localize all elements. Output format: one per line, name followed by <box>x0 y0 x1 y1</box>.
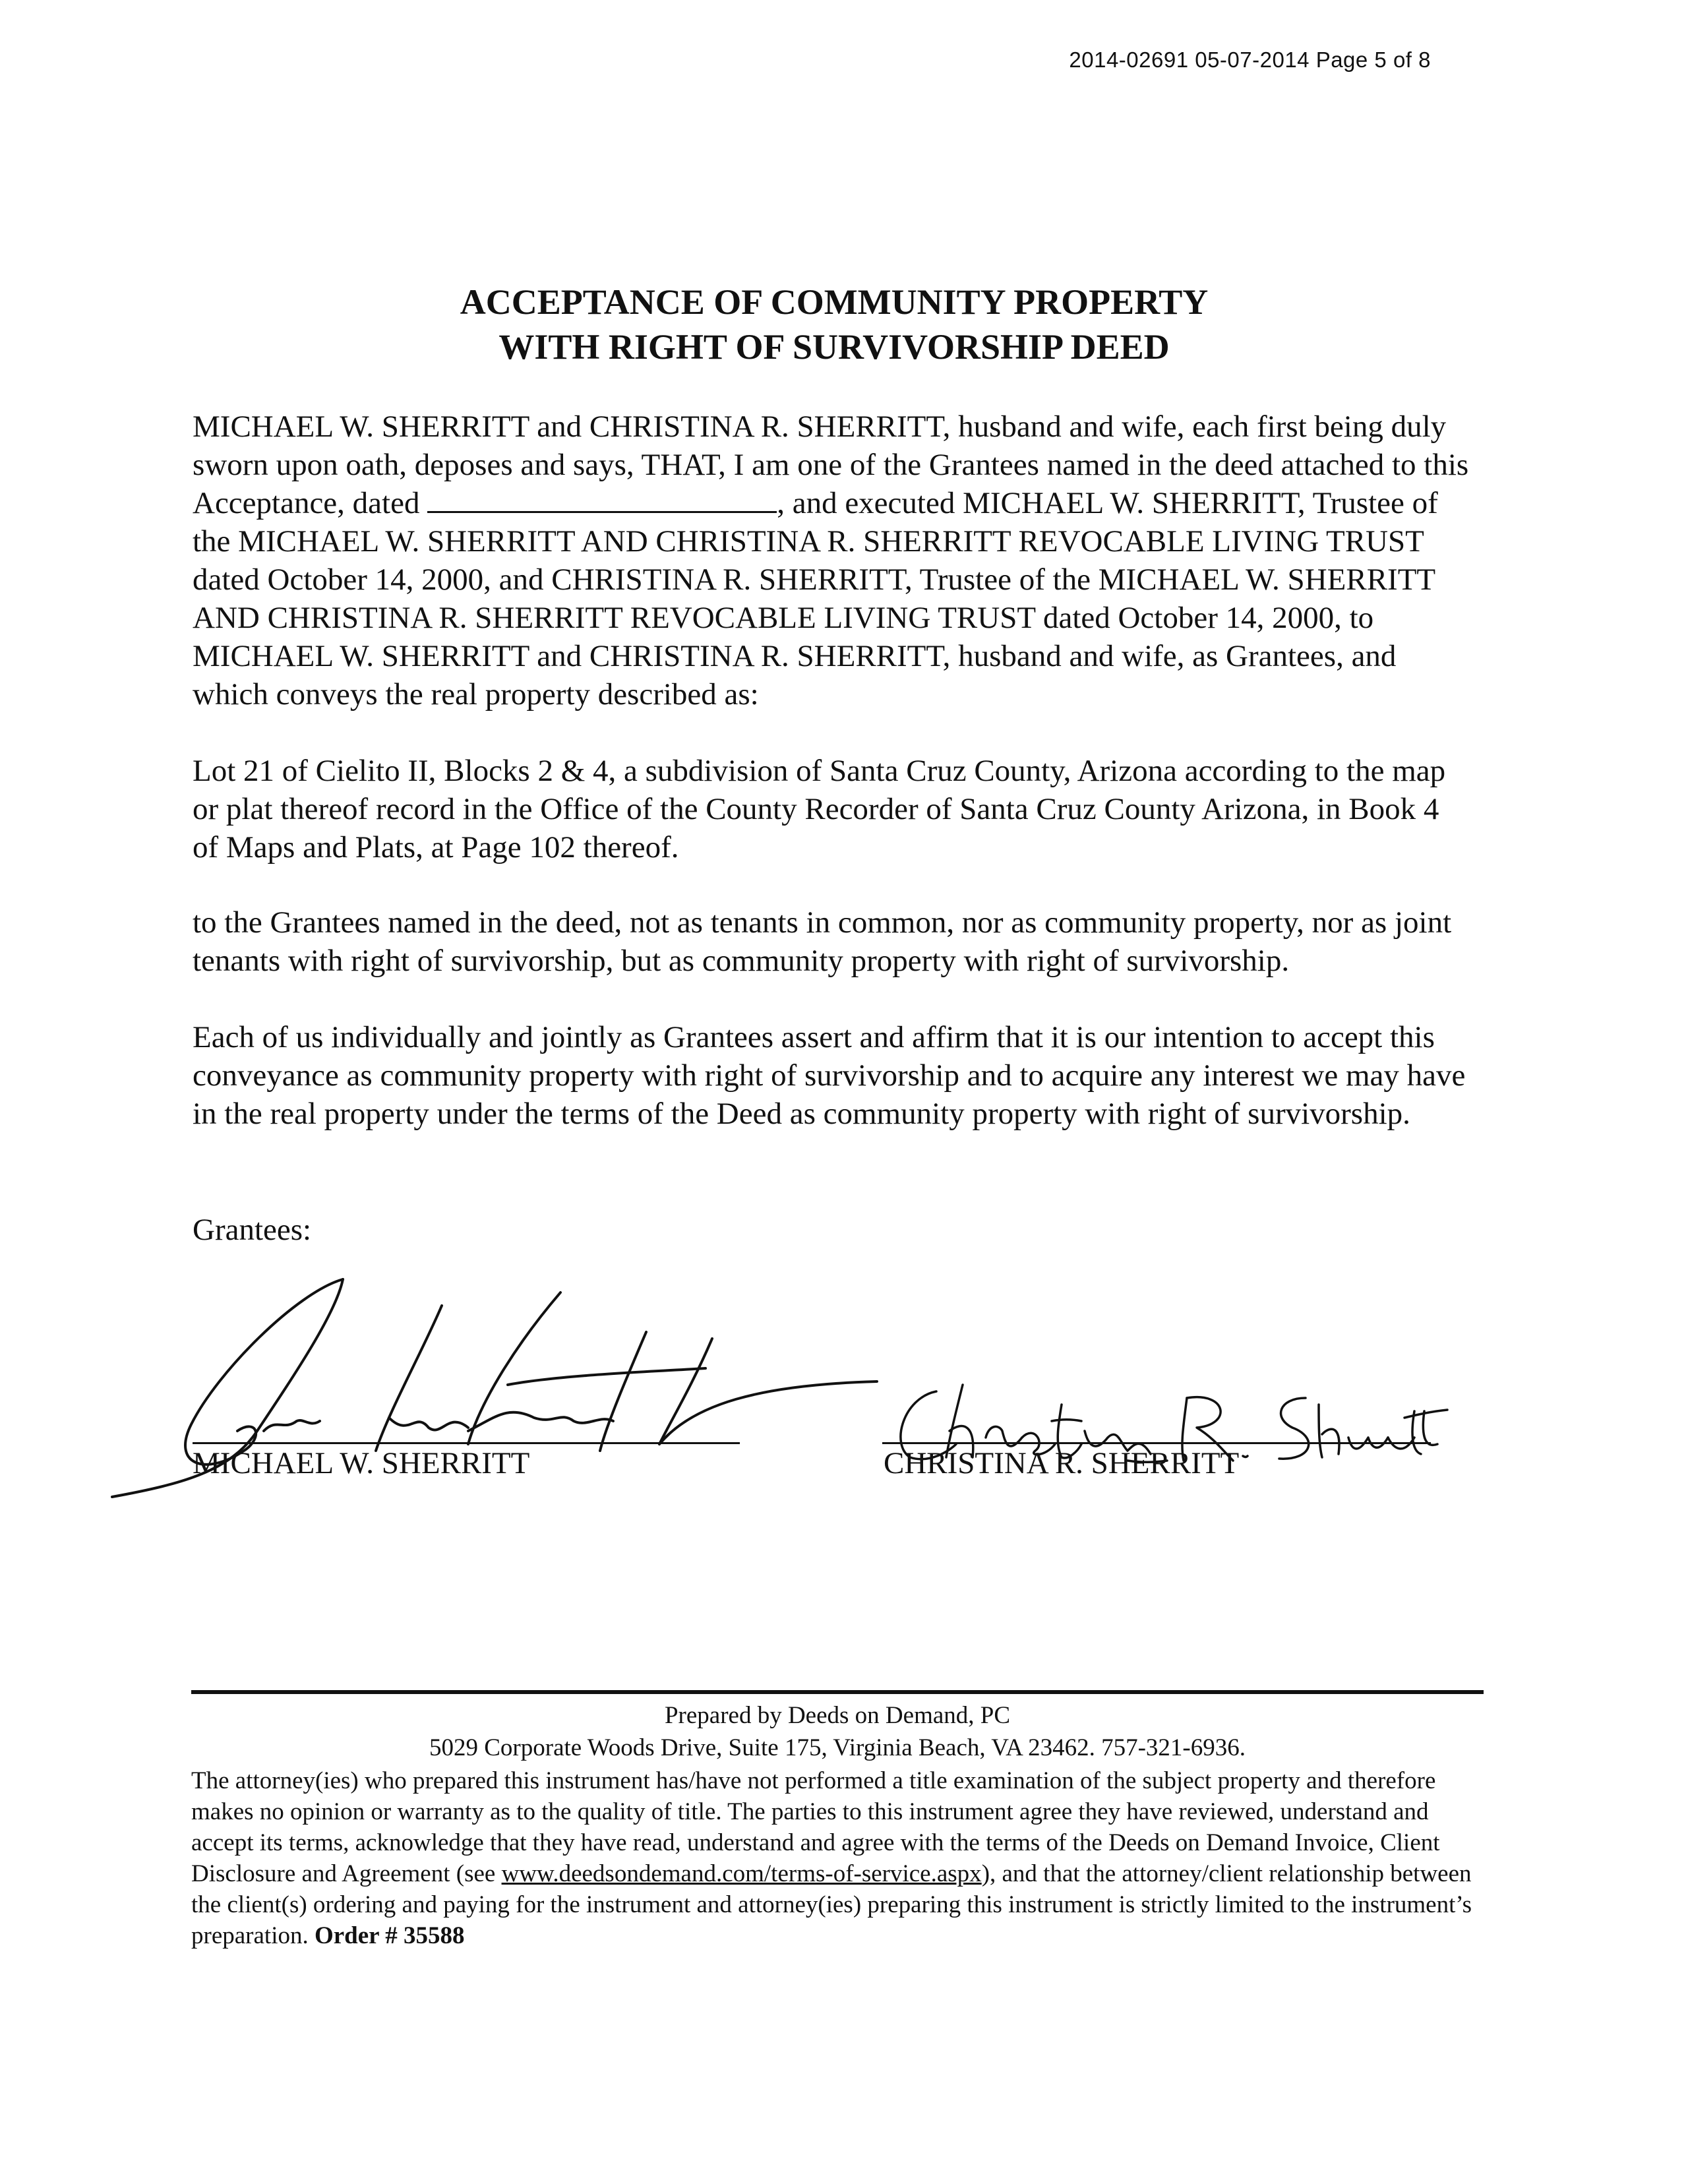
document-title <box>0 280 1668 369</box>
signer-name-michael: MICHAEL W. SHERRITT <box>193 1446 530 1480</box>
tenancy-paragraph: to the Grantees named in the deed, not as tenants in common, nor as community property, nor as joint tenants with right of survivorship, but as community property with right of survivorship. <box>193 905 1452 978</box>
grantees-label: Grantees: <box>193 1213 312 1247</box>
footer-divider <box>191 1690 1484 1694</box>
disclaimer-text-part2: ), and that the attorney/client relationship between the client(s) ordering and paying for the instrument and attorney(ies) preparing this instrument is strictly limited to the instrument’s preparation. <box>191 1860 1472 1949</box>
date-blank <box>427 485 777 513</box>
title-line-1: ACCEPTANCE OF COMMUNITY PROPERTY <box>460 282 1209 322</box>
order-number: Order # 35588 <box>314 1922 465 1949</box>
title-line-2: WITH RIGHT OF SURVIVORSHIP DEED <box>498 327 1170 367</box>
footer-prepared-by: Prepared by Deeds on Demand, PC <box>664 1702 1011 1729</box>
recording-stamp: 2014-02691 05-07-2014 Page 5 of 8 <box>1069 47 1431 72</box>
grantors-text-part2: , and executed MICHAEL W. SHERRITT, Trustee of the MICHAEL W. SHERRITT AND CHRISTINA R. SHERRITT REVOCABLE LIVING TRUST dated October 14, 2000, and CHRISTINA R. SHERRITT, Trustee of the MICHAEL W. SHERRITT AND CHRISTINA R. SHERRITT REVOCABLE LIVING TRUST dated October 14, 2000, to MICHAEL W. SHERRITT and CHRISTINA R. SHERRITT, husband and wife, as Grantees, and which conveys the real property described as: <box>193 486 1438 712</box>
grantors-text-part1: MICHAEL W. SHERRITT and CHRISTINA R. SHERRITT, husband and wife, each first being duly sworn upon oath, deposes and says, THAT, I am one of the Grantees named in the deed attached to this Acceptance, dated <box>193 410 1469 520</box>
grantors-paragraph <box>193 408 1472 713</box>
signer-name-christina: CHRISTINA R. SHERRITT <box>884 1446 1240 1480</box>
legal-description-paragraph: Lot 21 of Cielito II, Blocks 2 & 4, a subdivision of Santa Cruz County, Arizona according to the map or plat thereof record in the Office of the County Recorder of Santa Cruz County Arizona, in Book 4 of Maps and Plats, at Page 102 thereof. <box>193 754 1446 864</box>
terms-of-service-link[interactable]: www.deedsondemand.com/terms-of-service.aspx <box>501 1860 982 1887</box>
disclaimer-text-part1: The attorney(ies) who prepared this instrument has/have not performed a title examination of the subject property and therefore makes no opinion or warranty as to the quality of title. The parties to this instrument agree they have reviewed, understand and accept its terms, acknowledge that they have read, understand and agree with the terms of the Deeds on Demand Invoice, Client Disclosure and Agreement (see <box>191 1767 1440 1887</box>
footer-disclaimer <box>191 1765 1484 1951</box>
footer-address: 5029 Corporate Woods Drive, Suite 175, Virginia Beach, VA 23462. 757-321-6936. <box>429 1734 1246 1761</box>
intent-paragraph: Each of us individually and jointly as Grantees assert and affirm that it is our intention to accept this conveyance as community property with right of survivorship and to acquire any interest we may have in the real property under the terms of the Deed as community property with right of survivorship. <box>193 1020 1466 1131</box>
